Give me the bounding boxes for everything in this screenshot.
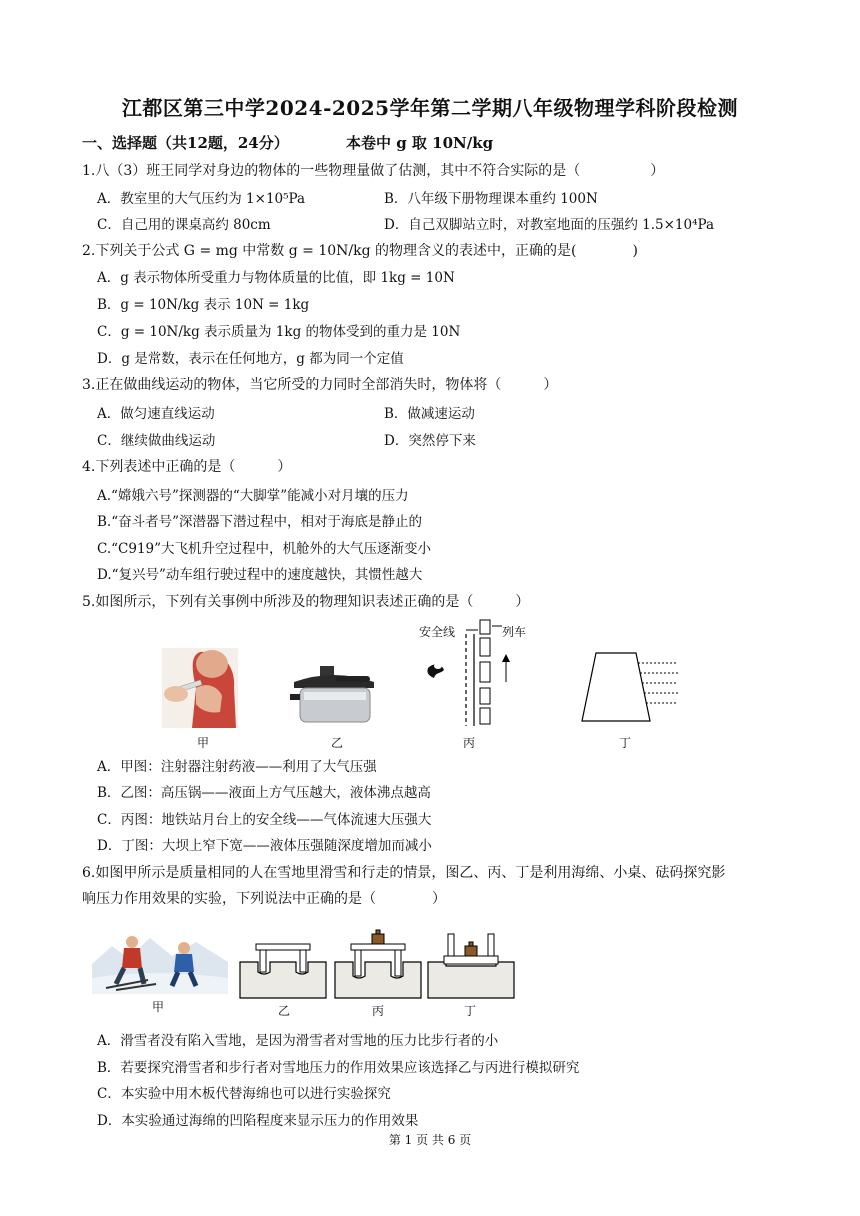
q5-option-d: D．丁图：大坝上窄下宽——液体压强随深度增加而减小 [97,838,432,854]
q1-option-b: B．八年级下册物理课本重约 100N [384,191,598,207]
q6-option-c: C．本实验中用木板代替海绵也可以进行实验探究 [97,1086,391,1102]
q3-option-b: B．做减速运动 [384,406,475,422]
q3-option-c: C．继续做曲线运动 [97,433,216,449]
page-footer: 第 1 页 共 6 页 [388,1133,472,1147]
q2-option-b: B．g = 10N/kg 表示 10N = 1kg [97,297,310,313]
q3-option-a: A．做匀速直线运动 [97,406,215,422]
safety-line-diagram [420,616,530,728]
q4-option-b: B.“奋斗者号”深潜器下潜过程中，相对于海底是静止的 [97,514,423,530]
q2-option-d: D．g 是常数，表示在任何地方，g 都为同一个定值 [97,351,404,367]
q2-stem: 2.下列关于公式 G = mg 中常数 g = 10N/kg 的物理含义的表述中，正确的是( ) [82,243,638,259]
experiment-yi [238,940,328,1000]
q5-fig-label-yi: 乙 [331,736,344,750]
q5-fig-label-jia: 甲 [197,736,210,750]
q5-option-c: C．丙图：地铁站月台上的安全线——气体流速大压强大 [97,812,432,828]
q2-option-a: A．g 表示物体所受重力与物体质量的比值，即 1kg = 10N [97,270,455,286]
q6-stem-line1: 6.如图甲所示是质量相同的人在雪地里滑雪和行走的情景，图乙、丙、丁是利用海绵、小桌、砝码探究影 [82,865,726,881]
q6-fig-label-ding: 丁 [464,1004,477,1018]
pressure-cooker-photo [290,666,380,728]
q6-fig-label-jia: 甲 [152,1000,165,1014]
experiment-ding [426,930,516,1000]
q4-option-c: C.“C919”大飞机升空过程中，机舱外的大气压逐渐变小 [97,541,432,557]
q5-stem: 5.如图所示，下列有关事例中所涉及的物理知识表述正确的是（ ） [82,594,530,610]
q1-stem: 1.八（3）班王同学对身边的物体的一些物理量做了估测，其中不符合实际的是（ ） [82,163,665,179]
q2-option-c: C．g = 10N/kg 表示质量为 1kg 的物体受到的重力是 10N [97,324,461,340]
section-note: 本卷中 g 取 10N/kg [346,134,494,152]
q6-option-b: B．若要探究滑雪者和步行者对雪地压力的作用效果应该选择乙与丙进行模拟研究 [97,1060,580,1076]
injection-photo [162,648,238,728]
q4-stem: 4.下列表述中正确的是（ ） [82,459,292,475]
q1-option-c: C．自己用的课桌高约 80cm [97,217,271,233]
experiment-bing [333,928,423,1000]
q6-fig-label-yi: 乙 [278,1004,291,1018]
q5-fig-label-ding: 丁 [619,736,632,750]
q6-stem-line2: 响压力作用效果的实验，下列说法中正确的是（ ） [82,891,446,907]
q4-option-d: D.“复兴号”动车组行驶过程中的速度越快，其惯性越大 [97,567,423,583]
q3-stem: 3.正在做曲线运动的物体，当它所受的力同时全部消失时，物体将（ ） [82,377,558,393]
q4-option-a: A.“嫦娥六号”探测器的“大脚掌”能减小对月壤的压力 [97,488,409,504]
skiers-illustration [92,928,228,994]
q6-option-a: A．滑雪者没有陷入雪地，是因为滑雪者对雪地的压力比步行者的小 [97,1033,499,1049]
q6-option-d: D．本实验通过海绵的凹陷程度来显示压力的作用效果 [97,1113,419,1129]
q1-option-a: A．教室里的大气压约为 1×10⁵Pa [97,191,306,207]
q3-option-d: D．突然停下来 [384,433,476,449]
q6-fig-label-bing: 丙 [372,1004,385,1018]
safety-line-label: 安全线 [419,625,456,639]
q5-fig-label-bing: 丙 [463,736,476,750]
section-heading: 一、选择题（共12题，24分） [82,134,289,152]
page-title: 江都区第三中学2024-2025学年第二学期八年级物理学科阶段检测 [121,96,739,120]
q5-option-a: A．甲图：注射器注射药液——利用了大气压强 [97,759,377,775]
q5-option-b: B．乙图：高压锅——液面上方气压越大，液体沸点越高 [97,785,431,801]
train-label: 列车 [502,625,527,639]
dam-diagram [582,651,678,723]
q1-option-d: D．自己双脚站立时，对教室地面的压强约 1.5×10⁴Pa [384,217,715,233]
